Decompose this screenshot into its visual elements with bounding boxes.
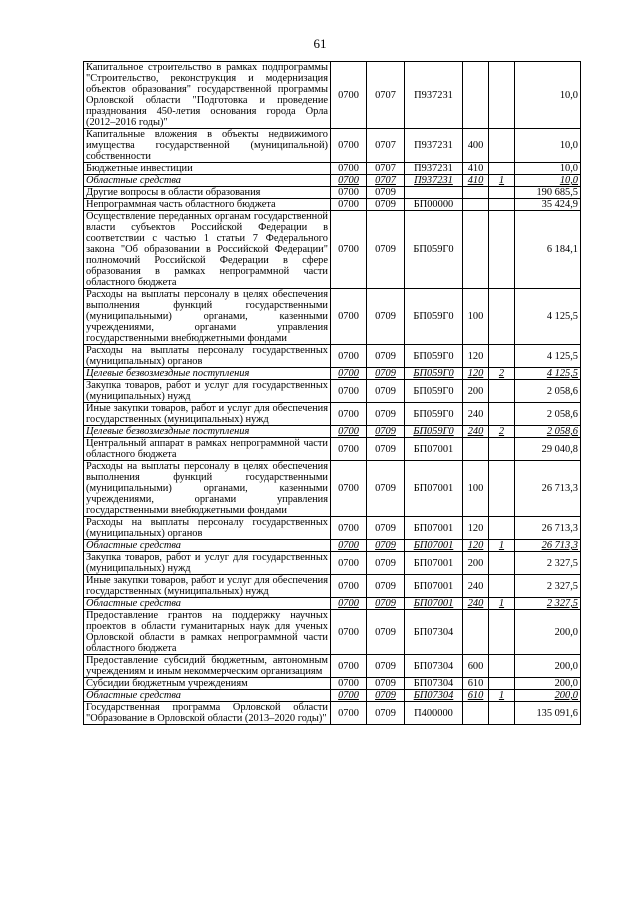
section-code-cell: 0700 (331, 517, 367, 540)
section-code-cell: 0700 (331, 289, 367, 345)
subsection-code-cell: 0709 (367, 575, 405, 598)
expense-type-cell (463, 62, 489, 129)
target-article-cell: П937231 (405, 129, 463, 163)
expense-name-cell: Расходы на выплаты персоналу в целях обеспечения выполнения функций государственными (муниципальными) органами, казенными учреждениями, органами управления государственными внебюджетными фондами (84, 461, 331, 517)
expense-name-cell: Другие вопросы в области образования (84, 187, 331, 199)
table-row (84, 610, 581, 655)
funding-source-cell (489, 438, 515, 461)
amount-cell: 2 058,6 (515, 380, 581, 403)
expense-type-cell: 410 (463, 175, 489, 187)
expense-name-cell: Капитальные вложения в объекты недвижимого имущества государственной (муниципальной) собственности (84, 129, 331, 163)
section-code-cell: 0700 (331, 403, 367, 426)
expense-type-cell: 410 (463, 163, 489, 175)
subsection-code-cell: 0709 (367, 345, 405, 368)
expense-name-cell: Расходы на выплаты персоналу государственных (муниципальных) органов (84, 345, 331, 368)
table-row (84, 438, 581, 461)
expense-type-cell: 240 (463, 598, 489, 610)
expense-type-cell: 240 (463, 403, 489, 426)
section-code-cell: 0700 (331, 368, 367, 380)
amount-cell: 4 125,5 (515, 345, 581, 368)
expense-name-cell: Центральный аппарат в рамках непрограммной части областного бюджета (84, 438, 331, 461)
subsection-code-cell: 0709 (367, 403, 405, 426)
target-article-cell: БП07001 (405, 540, 463, 552)
section-code-cell: 0700 (331, 552, 367, 575)
funding-source-cell (489, 199, 515, 211)
budget-table (83, 61, 581, 725)
subsection-code-cell: 0709 (367, 438, 405, 461)
section-code-cell: 0700 (331, 598, 367, 610)
expense-type-cell: 610 (463, 690, 489, 702)
amount-cell: 2 327,5 (515, 575, 581, 598)
funding-source-cell (489, 655, 515, 678)
subsection-code-cell: 0709 (367, 552, 405, 575)
target-article-cell: БП07001 (405, 552, 463, 575)
subsection-code-cell: 0709 (367, 380, 405, 403)
funding-source-cell: 1 (489, 540, 515, 552)
section-code-cell: 0700 (331, 540, 367, 552)
expense-name-cell: Иные закупки товаров, работ и услуг для обеспечения государственных (муниципальных) нужд (84, 403, 331, 426)
table-row (84, 129, 581, 163)
table-row (84, 289, 581, 345)
expense-name-cell: Областные средства (84, 690, 331, 702)
subsection-code-cell: 0709 (367, 610, 405, 655)
expense-type-cell: 400 (463, 129, 489, 163)
target-article-cell: БП059Г0 (405, 380, 463, 403)
amount-cell: 135 091,6 (515, 702, 581, 725)
target-article-cell: БП07001 (405, 517, 463, 540)
section-code-cell: 0700 (331, 690, 367, 702)
amount-cell: 26 713,3 (515, 461, 581, 517)
target-article-cell: БП059Г0 (405, 368, 463, 380)
table-row (84, 655, 581, 678)
funding-source-cell (489, 575, 515, 598)
expense-name-cell: Расходы на выплаты персоналу государственных (муниципальных) органов (84, 517, 331, 540)
amount-cell: 200,0 (515, 678, 581, 690)
expense-type-cell: 100 (463, 461, 489, 517)
expense-name-cell: Предоставление субсидий бюджетным, автономным учреждениям и иным некоммерческим организациям (84, 655, 331, 678)
funding-source-cell (489, 461, 515, 517)
amount-cell: 4 125,5 (515, 368, 581, 380)
target-article-cell: БП07001 (405, 575, 463, 598)
target-article-cell: БП059Г0 (405, 211, 463, 289)
table-row (84, 598, 581, 610)
funding-source-cell (489, 403, 515, 426)
expense-type-cell: 120 (463, 540, 489, 552)
amount-cell: 2 058,6 (515, 403, 581, 426)
target-article-cell: БП059Г0 (405, 403, 463, 426)
expense-type-cell: 600 (463, 655, 489, 678)
expense-type-cell: 200 (463, 552, 489, 575)
target-article-cell: П937231 (405, 163, 463, 175)
subsection-code-cell: 0709 (367, 598, 405, 610)
subsection-code-cell: 0709 (367, 517, 405, 540)
expense-name-cell: Иные закупки товаров, работ и услуг для обеспечения государственных (муниципальных) нужд (84, 575, 331, 598)
target-article-cell: БП059Г0 (405, 426, 463, 438)
expense-name-cell: Осуществление переданных органам государственной власти субъектов Российской Федерации в соответствии с частью 1 статьи 7 Федерального закона "Об образовании в Российской Федерации" полномочий Российской Федерации в сфере образования в рамках непрограммной части областного бюджета (84, 211, 331, 289)
amount-cell: 10,0 (515, 62, 581, 129)
target-article-cell: БП07304 (405, 610, 463, 655)
subsection-code-cell: 0709 (367, 540, 405, 552)
section-code-cell: 0700 (331, 702, 367, 725)
target-article-cell: БП00000 (405, 199, 463, 211)
expense-name-cell: Субсидии бюджетным учреждениям (84, 678, 331, 690)
funding-source-cell (489, 678, 515, 690)
expense-type-cell: 120 (463, 345, 489, 368)
funding-source-cell (489, 345, 515, 368)
subsection-code-cell: 0709 (367, 678, 405, 690)
page-number: 61 (313, 36, 327, 51)
section-code-cell: 0700 (331, 345, 367, 368)
expense-type-cell: 240 (463, 426, 489, 438)
amount-cell: 10,0 (515, 175, 581, 187)
target-article-cell: БП07001 (405, 598, 463, 610)
funding-source-cell (489, 552, 515, 575)
amount-cell: 35 424,9 (515, 199, 581, 211)
table-row (84, 426, 581, 438)
expense-type-cell: 240 (463, 575, 489, 598)
amount-cell: 10,0 (515, 163, 581, 175)
funding-source-cell (489, 211, 515, 289)
section-code-cell: 0700 (331, 575, 367, 598)
table-row (84, 187, 581, 199)
table-row (84, 678, 581, 690)
section-code-cell: 0700 (331, 380, 367, 403)
section-code-cell: 0700 (331, 438, 367, 461)
amount-cell: 200,0 (515, 655, 581, 678)
funding-source-cell: 2 (489, 426, 515, 438)
section-code-cell: 0700 (331, 62, 367, 129)
target-article-cell: БП07304 (405, 678, 463, 690)
subsection-code-cell: 0707 (367, 62, 405, 129)
target-article-cell: П400000 (405, 702, 463, 725)
target-article-cell: БП059Г0 (405, 289, 463, 345)
subsection-code-cell: 0709 (367, 690, 405, 702)
subsection-code-cell: 0709 (367, 426, 405, 438)
expense-name-cell: Закупка товаров, работ и услуг для государственных (муниципальных) нужд (84, 380, 331, 403)
amount-cell: 200,0 (515, 690, 581, 702)
funding-source-cell: 2 (489, 368, 515, 380)
table-row (84, 403, 581, 426)
amount-cell: 4 125,5 (515, 289, 581, 345)
subsection-code-cell: 0709 (367, 289, 405, 345)
table-row (84, 199, 581, 211)
table-row (84, 62, 581, 129)
subsection-code-cell: 0709 (367, 187, 405, 199)
expense-type-cell (463, 187, 489, 199)
funding-source-cell (489, 129, 515, 163)
expense-name-cell: Областные средства (84, 175, 331, 187)
target-article-cell (405, 187, 463, 199)
amount-cell: 2 058,6 (515, 426, 581, 438)
amount-cell: 2 327,5 (515, 552, 581, 575)
section-code-cell: 0700 (331, 610, 367, 655)
table-row (84, 345, 581, 368)
amount-cell: 200,0 (515, 610, 581, 655)
target-article-cell: БП059Г0 (405, 345, 463, 368)
target-article-cell: БП07304 (405, 655, 463, 678)
table-row (84, 368, 581, 380)
funding-source-cell (489, 289, 515, 345)
section-code-cell: 0700 (331, 461, 367, 517)
funding-source-cell (489, 517, 515, 540)
funding-source-cell: 1 (489, 690, 515, 702)
funding-source-cell (489, 610, 515, 655)
subsection-code-cell: 0709 (367, 368, 405, 380)
expense-type-cell: 610 (463, 678, 489, 690)
section-code-cell: 0700 (331, 426, 367, 438)
table-row (84, 175, 581, 187)
expense-type-cell (463, 702, 489, 725)
expense-type-cell (463, 211, 489, 289)
amount-cell: 26 713,3 (515, 517, 581, 540)
section-code-cell: 0700 (331, 211, 367, 289)
funding-source-cell: 1 (489, 598, 515, 610)
funding-source-cell (489, 380, 515, 403)
target-article-cell: БП07001 (405, 438, 463, 461)
funding-source-cell (489, 163, 515, 175)
expense-name-cell: Областные средства (84, 540, 331, 552)
amount-cell: 190 685,5 (515, 187, 581, 199)
subsection-code-cell: 0707 (367, 163, 405, 175)
expense-type-cell: 120 (463, 368, 489, 380)
table-row (84, 552, 581, 575)
expense-name-cell: Капитальное строительство в рамках подпрограммы "Строительство, реконструкция и модернизация объектов образования" государственной программы Орловской области "Подготовка и проведение празднования 450-летия основания города Орла (2012–2016 годы)" (84, 62, 331, 129)
section-code-cell: 0700 (331, 129, 367, 163)
amount-cell: 29 040,8 (515, 438, 581, 461)
table-row (84, 461, 581, 517)
expense-name-cell: Бюджетные инвестиции (84, 163, 331, 175)
table-row (84, 211, 581, 289)
subsection-code-cell: 0709 (367, 655, 405, 678)
table-row (84, 540, 581, 552)
target-article-cell: П937231 (405, 62, 463, 129)
subsection-code-cell: 0709 (367, 702, 405, 725)
section-code-cell: 0700 (331, 187, 367, 199)
table-row (84, 575, 581, 598)
section-code-cell: 0700 (331, 199, 367, 211)
expense-type-cell: 200 (463, 380, 489, 403)
amount-cell: 26 713,3 (515, 540, 581, 552)
expense-name-cell: Целевые безвозмездные поступления (84, 426, 331, 438)
section-code-cell: 0700 (331, 163, 367, 175)
table-row (84, 380, 581, 403)
section-code-cell: 0700 (331, 678, 367, 690)
funding-source-cell (489, 702, 515, 725)
expense-name-cell: Закупка товаров, работ и услуг для государственных (муниципальных) нужд (84, 552, 331, 575)
funding-source-cell (489, 187, 515, 199)
expense-name-cell: Целевые безвозмездные поступления (84, 368, 331, 380)
amount-cell: 6 184,1 (515, 211, 581, 289)
funding-source-cell: 1 (489, 175, 515, 187)
table-row (84, 702, 581, 725)
table-body (84, 62, 581, 725)
funding-source-cell (489, 62, 515, 129)
table-row (84, 517, 581, 540)
amount-cell: 10,0 (515, 129, 581, 163)
table-row (84, 690, 581, 702)
subsection-code-cell: 0709 (367, 461, 405, 517)
subsection-code-cell: 0707 (367, 129, 405, 163)
subsection-code-cell: 0707 (367, 175, 405, 187)
expense-type-cell (463, 610, 489, 655)
target-article-cell: БП07001 (405, 461, 463, 517)
subsection-code-cell: 0709 (367, 199, 405, 211)
expense-type-cell (463, 438, 489, 461)
section-code-cell: 0700 (331, 175, 367, 187)
table-row (84, 163, 581, 175)
section-code-cell: 0700 (331, 655, 367, 678)
expense-name-cell: Областные средства (84, 598, 331, 610)
expense-type-cell: 100 (463, 289, 489, 345)
expense-name-cell: Предоставление грантов на поддержку научных проектов в области гуманитарных наук для ученых Орловской области в рамках непрограммной части областного бюджета (84, 610, 331, 655)
amount-cell: 2 327,5 (515, 598, 581, 610)
subsection-code-cell: 0709 (367, 211, 405, 289)
expense-name-cell: Непрограммная часть областного бюджета (84, 199, 331, 211)
target-article-cell: П937231 (405, 175, 463, 187)
expense-type-cell (463, 199, 489, 211)
expense-type-cell: 120 (463, 517, 489, 540)
target-article-cell: БП07304 (405, 690, 463, 702)
expense-name-cell: Расходы на выплаты персоналу в целях обеспечения выполнения функций государственными (муниципальными) органами, казенными учреждениями, органами управления государственными внебюджетными фондами (84, 289, 331, 345)
expense-name-cell: Государственная программа Орловской области "Образование в Орловской области (2013–2020 годы)" (84, 702, 331, 725)
